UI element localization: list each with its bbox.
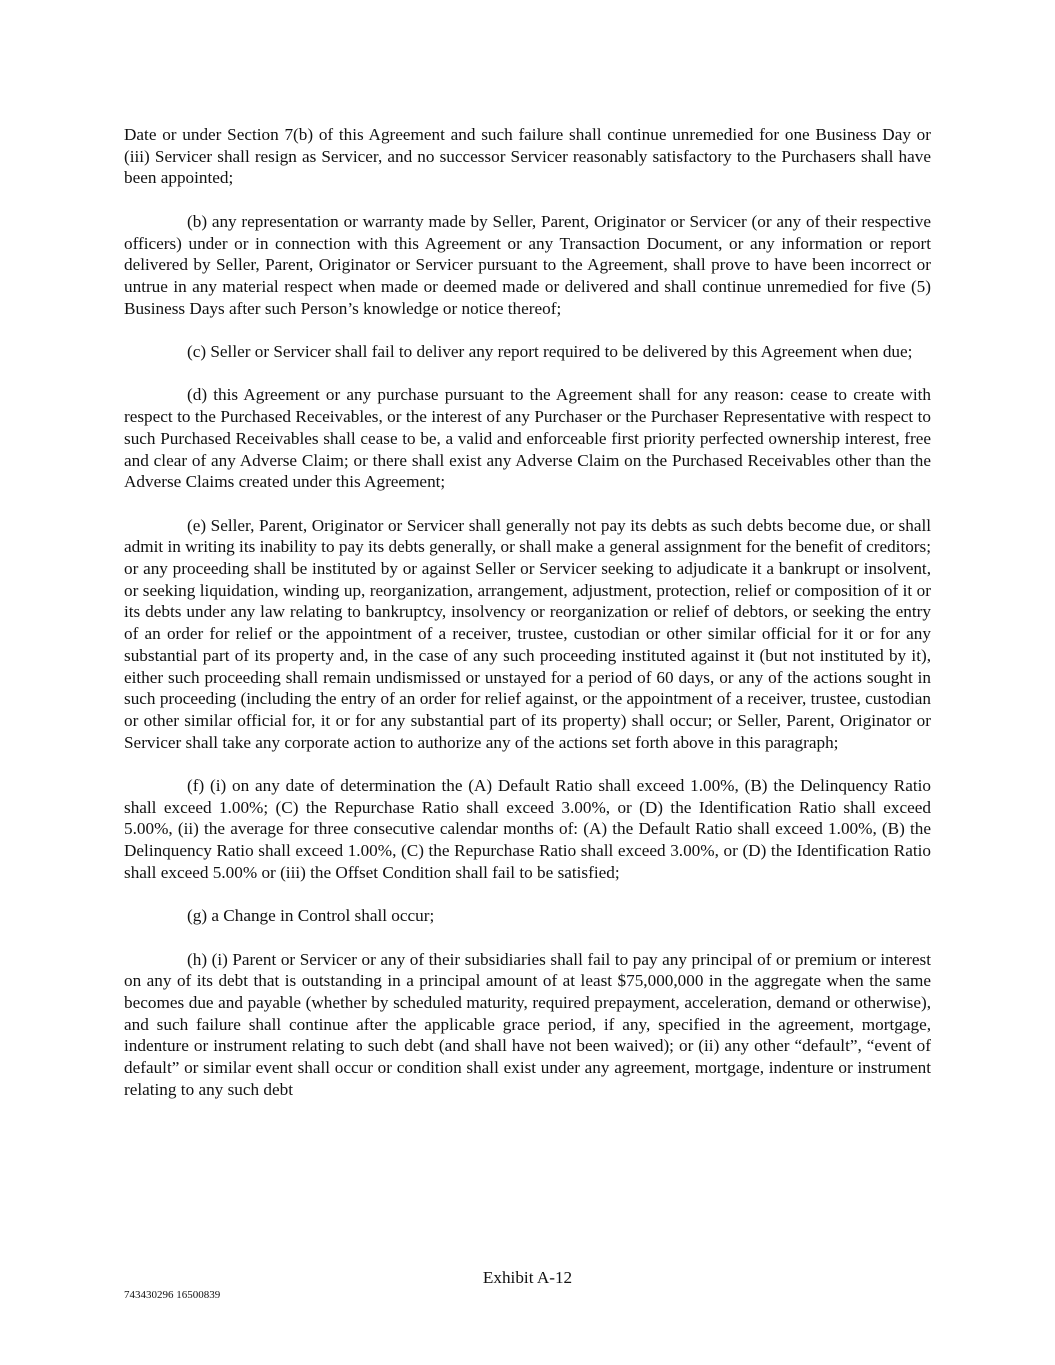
exhibit-page-label: Exhibit A-12 xyxy=(482,1268,573,1287)
paragraph-e-insolvency: (e) Seller, Parent, Originator or Servicer shall generally not pay its debts as such debts become due, or shall admit in writing its inability to pay its debts generally, or shall make a general assignment for the benefit of creditors; or any proceeding shall be instituted by or against Seller or Servicer seeking to adjudicate it a bankrupt or insolvent, or seeking liquidation, winding up, reorganization, arrangement, adjustment, protection, relief or composition of it or its debts under any law relating to bankruptcy, insolvency or reorganization or relief of debtors, or seeking the entry of an order for relief or the appointment of a receiver, trustee, custodian or other similar official for it or for any substantial part of its property and, in the case of any such proceeding instituted against it (but not instituted by it), either such proceeding shall remain undismissed or unstayed for a period of 60 days, or any of the actions sought in such proceeding (including the entry of an order for relief against, or the appointment of a receiver, trustee, custodian or other similar official for, it or for any substantial part of its property) shall occur; or Seller, Parent, Originator or Servicer shall take any corporate action to authorize any of the actions set forth above in this paragraph; xyxy=(124,515,931,752)
paragraph-b-representation-warranty: (b) any representation or warranty made by Seller, Parent, Originator or Servicer (or any of their respective officers) under or in connection with this Agreement or any Transaction Document, or any information or report delivered by Seller, Parent, Originator or Servicer pursuant to the Agreement, shall prove to have been incorrect or untrue in any material respect when made or deemed made or delivered and shall continue unremedied for five (5) Business Days after such Person’s knowledge or notice thereof; xyxy=(124,211,931,318)
paragraph-f-ratios: (f) (i) on any date of determination the (A) Default Ratio shall exceed 1.00%, (B) the Delinquency Ratio shall exceed 1.00%; (C) the Repurchase Ratio shall exceed 3.00%, or (D) the Identification Ratio shall exceed 5.00%, (ii) the average for three consecutive calendar months of: (A) the Default Ratio shall exceed 1.00%, (B) the Delinquency Ratio shall exceed 1.00%, (C) the Repurchase Ratio shall exceed 3.00%, or (D) the Identification Ratio shall exceed 5.00% or (iii) the Offset Condition shall fail to be satisfied; xyxy=(124,776,931,882)
paragraph-h-cross-default: (h) (i) Parent or Servicer or any of their subsidiaries shall fail to pay any principal of or premium or interest on any of its debt that is outstanding in a principal amount of at least $75,000,000 in the aggregate when the same becomes due and payable (whether by scheduled maturity, required prepayment, acceleration, demand or otherwise), and such failure shall continue after the applicable grace period, if any, specified in the agreement, mortgage, indenture or instrument relating to such debt (and shall have not been waived); or (ii) any other “default”, “event of default” or similar event shall occur or condition shall exist under any agreement, mortgage, indenture or instrument relating to any such debt xyxy=(124,949,931,1099)
paragraph-c-report-delivery: (c) Seller or Servicer shall fail to deliver any report required to be delivered by this Agreement when due; xyxy=(187,342,913,361)
paragraph-d-ownership-interest: (d) this Agreement or any purchase pursuant to the Agreement shall for any reason: cease to create with respect to the Purchased Receivables, or the interest of any Purchaser or the Purchaser Representative with respect to such Purchased Receivables shall cease to be, a valid and enforceable first priority perfected ownership interest, free and clear of any Adverse Claim; or there shall exist any Adverse Claim on the Purchased Receivables other than the Adverse Claims created under this Agreement; xyxy=(124,385,931,492)
document-body xyxy=(124,124,931,1101)
document-id: 743430296 16500839 xyxy=(124,1289,221,1301)
paragraph-g-change-in-control: (g) a Change in Control shall occur; xyxy=(187,906,435,926)
paragraph-continuation: Date or under Section 7(b) of this Agreement and such failure shall continue unremedied for one Business Day or (iii) Servicer shall resign as Servicer, and no successor Servicer reasonably satisfactory to the Purchasers shall have been appointed; xyxy=(124,125,931,188)
